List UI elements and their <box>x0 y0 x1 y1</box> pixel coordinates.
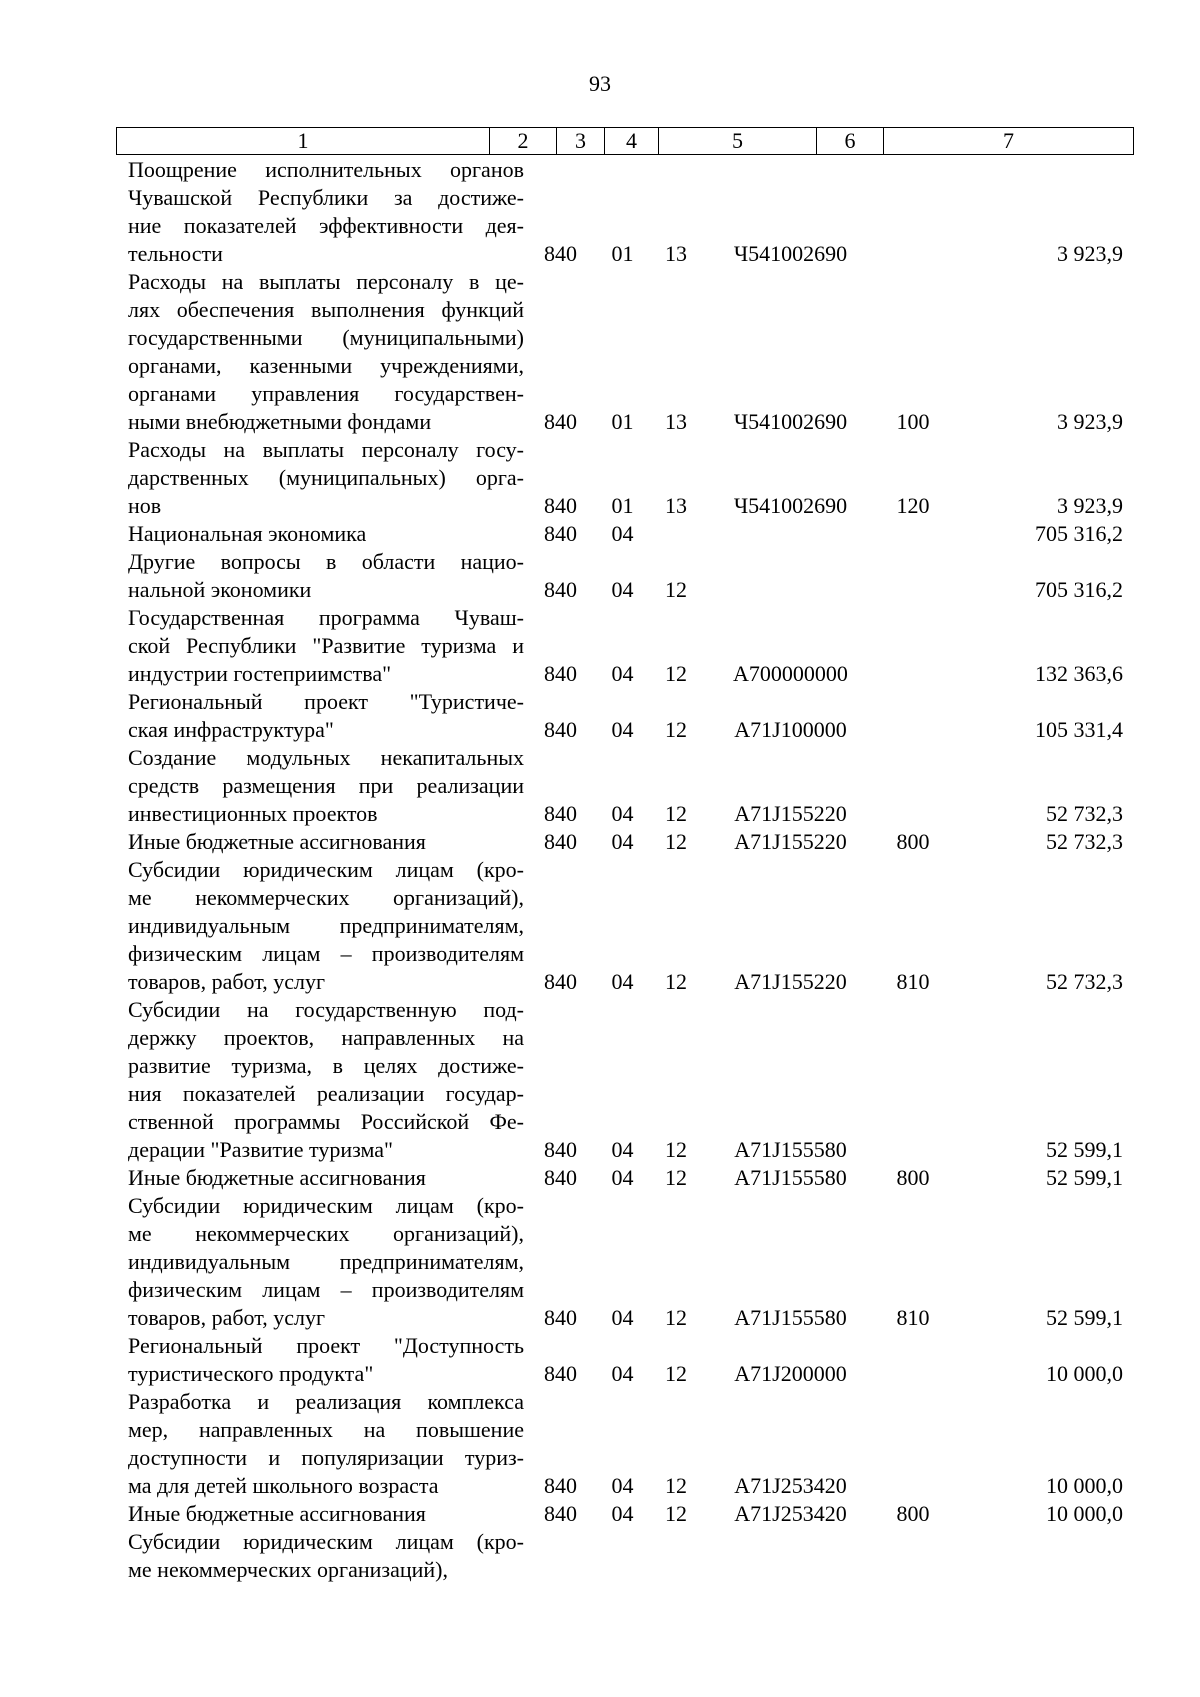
section-code: 01 <box>611 241 634 266</box>
row-description <box>116 268 524 436</box>
ministry-code: 840 <box>544 1137 577 1162</box>
ministry-code: 840 <box>544 1361 577 1386</box>
ministry-code: 840 <box>544 521 577 546</box>
description-line: органами, казенными учреждениями, <box>128 353 524 378</box>
description-line: товаров, работ, услуг <box>128 1305 325 1330</box>
column-header-6: 6 <box>817 128 884 155</box>
table-row <box>116 548 1133 604</box>
amount: 705 316,2 <box>1035 521 1123 546</box>
table-row <box>116 1500 1133 1528</box>
ministry-code: 840 <box>544 801 577 826</box>
table-row <box>116 1164 1133 1192</box>
amount: 705 316,2 <box>1035 577 1123 602</box>
description-line: ская инфраструктура" <box>128 717 334 742</box>
description-line: ской Республики "Развитие туризма и <box>128 633 524 658</box>
subsection-code: 12 <box>665 661 687 686</box>
description-line: Иные бюджетные ассигнования <box>128 1501 426 1526</box>
subsection-code: 12 <box>665 717 687 742</box>
section-code: 04 <box>611 521 634 546</box>
target-article-code: Ч541002690 <box>733 409 848 434</box>
budget-table-body <box>116 156 1133 1584</box>
target-article-code: А71J253420 <box>734 1501 847 1526</box>
target-article-code: Ч541002690 <box>733 241 848 266</box>
section-code: 04 <box>611 1137 634 1162</box>
description-line: Государственная программа Чуваш- <box>128 605 524 630</box>
row-description <box>116 1164 524 1192</box>
description-line: Поощрение исполнительных органов <box>128 157 524 182</box>
amount: 10 000,0 <box>1046 1361 1123 1386</box>
table-row <box>116 436 1133 520</box>
description-line: индивидуальным предпринимателям, <box>128 913 524 938</box>
table-row <box>116 828 1133 856</box>
subsection-code: 12 <box>665 801 687 826</box>
column-header-2: 2 <box>490 128 557 155</box>
description-line: ными внебюджетными фондами <box>128 409 432 434</box>
section-code: 04 <box>611 661 634 686</box>
description-line: Национальная экономика <box>128 521 367 546</box>
column-header-5: 5 <box>659 128 817 155</box>
target-article-code: А700000000 <box>733 661 848 686</box>
amount: 3 923,9 <box>1057 241 1123 266</box>
description-line: физическим лицам – производителям <box>128 941 524 966</box>
amount: 52 599,1 <box>1046 1305 1123 1330</box>
description-line: держку проектов, направленных на <box>128 1025 524 1050</box>
subsection-code: 12 <box>665 1305 687 1330</box>
description-line: ме некоммерческих организаций), <box>128 1221 524 1246</box>
description-line: Региональный проект "Туристиче- <box>128 689 524 714</box>
section-code: 04 <box>611 1501 634 1526</box>
description-line: ния показателей реализации государ- <box>128 1081 524 1106</box>
section-code: 04 <box>611 1361 634 1386</box>
row-description <box>116 604 524 688</box>
table-row <box>116 744 1133 828</box>
ministry-code: 840 <box>544 1501 577 1526</box>
row-description <box>116 156 524 268</box>
section-code: 04 <box>611 801 634 826</box>
target-article-code: А71J155580 <box>734 1305 847 1330</box>
column-header-row <box>117 128 1134 155</box>
table-row <box>116 604 1133 688</box>
table-row <box>116 520 1133 548</box>
subsection-code: 12 <box>665 1165 687 1190</box>
amount: 52 732,3 <box>1046 829 1123 854</box>
description-line: нов <box>128 493 162 518</box>
description-line: ние показателей эффективности дея- <box>128 213 524 238</box>
section-code: 04 <box>611 717 634 742</box>
ministry-code: 840 <box>544 577 577 602</box>
subsection-code: 12 <box>665 1361 687 1386</box>
table-row <box>116 996 1133 1164</box>
row-description <box>116 744 524 828</box>
description-line: нальной экономики <box>128 577 312 602</box>
ministry-code: 840 <box>544 1305 577 1330</box>
description-line: индивидуальным предпринимателям, <box>128 1249 524 1274</box>
table-row <box>116 156 1133 268</box>
description-line: Субсидии на государственную под- <box>128 997 524 1022</box>
row-description <box>116 1192 524 1332</box>
target-article-code: Ч541002690 <box>733 493 848 518</box>
section-code: 04 <box>611 1305 634 1330</box>
section-code: 04 <box>611 1165 634 1190</box>
target-article-code: А71J100000 <box>734 717 847 742</box>
description-line: дарственных (муниципальных) орга- <box>128 465 524 490</box>
column-header-4: 4 <box>605 128 659 155</box>
description-line: Другие вопросы в области нацио- <box>128 549 524 574</box>
subsection-code: 12 <box>665 829 687 854</box>
subsection-code: 12 <box>665 969 687 994</box>
target-article-code: А71J155220 <box>734 801 847 826</box>
description-line: дерации "Развитие туризма" <box>128 1137 394 1162</box>
description-line: Создание модульных некапитальных <box>128 745 524 770</box>
description-line: Чувашской Республики за достиже- <box>128 185 524 210</box>
description-line: ственной программы Российской Фе- <box>128 1109 524 1134</box>
target-article-code: А71J155580 <box>734 1137 847 1162</box>
expense-type-code: 810 <box>896 1305 930 1330</box>
description-line: развитие туризма, в целях достиже- <box>128 1053 524 1078</box>
row-description <box>116 436 524 520</box>
section-code: 01 <box>611 493 634 518</box>
description-line: товаров, работ, услуг <box>128 969 325 994</box>
row-description <box>116 548 524 604</box>
description-line: Разработка и реализация комплекса <box>128 1389 524 1414</box>
page-number: 93 <box>589 71 611 96</box>
row-description <box>116 688 524 744</box>
row-description <box>116 1388 524 1500</box>
amount: 3 923,9 <box>1057 409 1123 434</box>
row-description <box>116 1500 524 1528</box>
expense-type-code: 100 <box>896 409 930 434</box>
description-line: ме некоммерческих организаций), <box>128 885 524 910</box>
description-line: Иные бюджетные ассигнования <box>128 829 426 854</box>
description-line: ма для детей школьного возраста <box>128 1473 439 1498</box>
description-line: индустрии гостеприимства" <box>128 661 392 686</box>
section-code: 04 <box>611 969 634 994</box>
table-row <box>116 268 1133 436</box>
ministry-code: 840 <box>544 1165 577 1190</box>
target-article-code: А71J155220 <box>734 829 847 854</box>
row-description <box>116 1332 524 1388</box>
ministry-code: 840 <box>544 1473 577 1498</box>
description-line: ме некоммерческих организаций), <box>128 1557 448 1582</box>
subsection-code: 13 <box>665 241 687 266</box>
amount: 52 732,3 <box>1046 969 1123 994</box>
target-article-code: А71J200000 <box>734 1361 847 1386</box>
expense-type-code: 800 <box>896 1501 930 1526</box>
table-row <box>116 1528 1133 1584</box>
subsection-code: 12 <box>665 1501 687 1526</box>
ministry-code: 840 <box>544 829 577 854</box>
description-line: Расходы на выплаты персоналу в це- <box>128 269 524 294</box>
expense-type-code: 800 <box>896 829 930 854</box>
description-line: Субсидии юридическим лицам (кро- <box>128 1529 524 1554</box>
target-article-code: А71J253420 <box>734 1473 847 1498</box>
ministry-code: 840 <box>544 493 577 518</box>
subsection-code: 13 <box>665 409 687 434</box>
description-line: лях обеспечения выполнения функций <box>128 297 524 322</box>
description-line: физическим лицам – производителям <box>128 1277 524 1302</box>
description-line: Региональный проект "Доступность <box>128 1333 524 1358</box>
amount: 10 000,0 <box>1046 1473 1123 1498</box>
ministry-code: 840 <box>544 717 577 742</box>
description-line: Субсидии юридическим лицам (кро- <box>128 1193 524 1218</box>
row-description <box>116 1528 524 1584</box>
table-row <box>116 1192 1133 1332</box>
table-row <box>116 688 1133 744</box>
amount: 132 363,6 <box>1035 661 1123 686</box>
table-row <box>116 856 1133 996</box>
section-code: 04 <box>611 577 634 602</box>
table-row <box>116 1388 1133 1500</box>
amount: 3 923,9 <box>1057 493 1123 518</box>
section-code: 04 <box>611 829 634 854</box>
amount: 52 599,1 <box>1046 1137 1123 1162</box>
description-line: государственными (муниципальными) <box>128 325 524 350</box>
description-line: Расходы на выплаты персоналу госу- <box>128 437 524 462</box>
row-description <box>116 828 524 856</box>
amount: 52 599,1 <box>1046 1165 1123 1190</box>
column-header-7: 7 <box>884 128 1134 155</box>
description-line: мер, направленных на повышение <box>128 1417 524 1442</box>
amount: 52 732,3 <box>1046 801 1123 826</box>
subsection-code: 13 <box>665 493 687 518</box>
description-line: инвестиционных проектов <box>128 801 378 826</box>
subsection-code: 12 <box>665 577 687 602</box>
description-line: Субсидии юридическим лицам (кро- <box>128 857 524 882</box>
table-row <box>116 1332 1133 1388</box>
ministry-code: 840 <box>544 241 577 266</box>
column-header-3: 3 <box>557 128 605 155</box>
ministry-code: 840 <box>544 969 577 994</box>
amount: 105 331,4 <box>1035 717 1123 742</box>
target-article-code: А71J155220 <box>734 969 847 994</box>
amount: 10 000,0 <box>1046 1501 1123 1526</box>
description-line: тельности <box>128 241 223 266</box>
column-header-table <box>116 127 1134 155</box>
ministry-code: 840 <box>544 661 577 686</box>
description-line: Иные бюджетные ассигнования <box>128 1165 426 1190</box>
ministry-code: 840 <box>544 409 577 434</box>
description-line: туристического продукта" <box>128 1361 374 1386</box>
subsection-code: 12 <box>665 1473 687 1498</box>
expense-type-code: 120 <box>896 493 930 518</box>
description-line: средств размещения при реализации <box>128 773 524 798</box>
section-code: 01 <box>611 409 634 434</box>
column-header-1: 1 <box>117 128 490 155</box>
description-line: органами управления государствен- <box>128 381 524 406</box>
subsection-code: 12 <box>665 1137 687 1162</box>
expense-type-code: 810 <box>896 969 930 994</box>
section-code: 04 <box>611 1473 634 1498</box>
row-description <box>116 520 524 548</box>
expense-type-code: 800 <box>896 1165 930 1190</box>
description-line: доступности и популяризации туриз- <box>128 1445 524 1470</box>
target-article-code: А71J155580 <box>734 1165 847 1190</box>
row-description <box>116 856 524 996</box>
row-description <box>116 996 524 1164</box>
